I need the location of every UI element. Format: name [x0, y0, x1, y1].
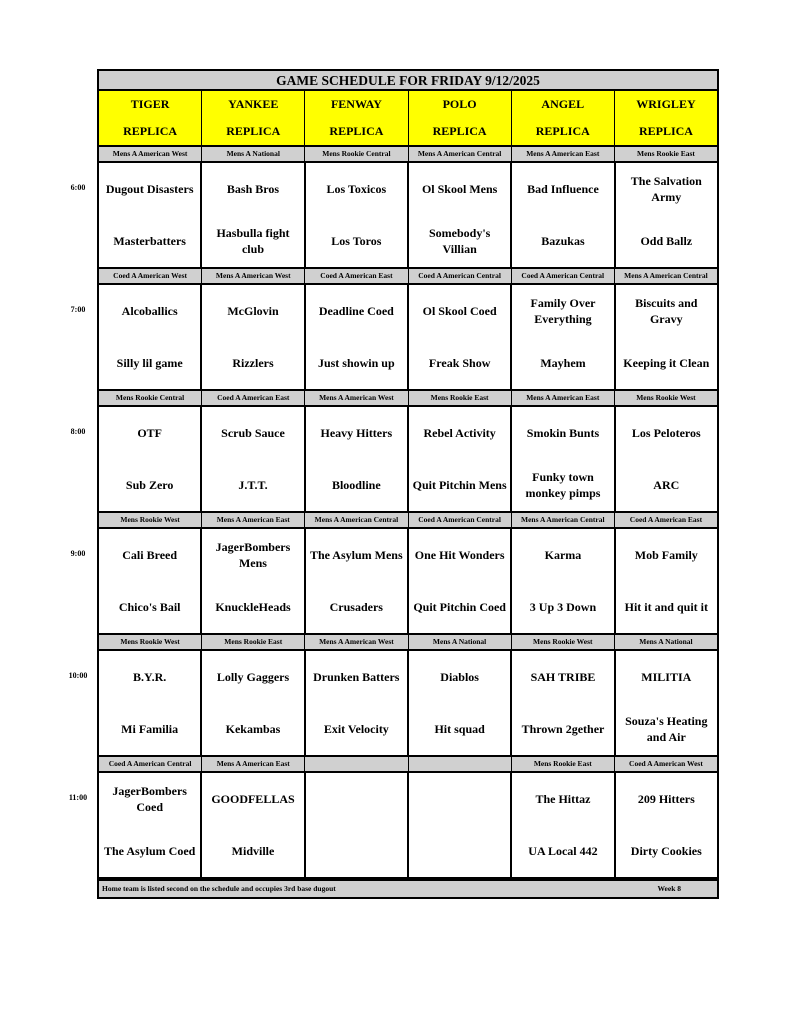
game-cell: [616, 773, 717, 877]
division-label: Mens A American Central: [624, 271, 708, 280]
game-cell: [409, 773, 512, 877]
away-team: One Hit Wonders: [414, 548, 505, 562]
time-slots: [97, 147, 719, 879]
footer-bar: [97, 879, 719, 899]
home-team: Sub Zero: [125, 478, 174, 492]
game-block: [97, 405, 719, 513]
field-header-polo: [409, 91, 512, 145]
away-team: Deadline Coed: [318, 304, 394, 318]
week-label: Week 8: [657, 884, 681, 893]
time-label: 10:00: [68, 671, 88, 680]
game-cell: [512, 529, 615, 633]
away-team: JagerBombers Coed: [112, 784, 187, 814]
division-label: Mens Rookie East: [636, 149, 695, 158]
game-cell: [306, 651, 409, 755]
home-team: Quit Pitchin Mens: [412, 478, 507, 492]
game-cell: [99, 773, 202, 877]
field-type: REPLICA: [432, 124, 487, 138]
game-block: [97, 771, 719, 879]
field-header-tiger: [99, 91, 202, 145]
home-team: Odd Ballz: [640, 234, 693, 248]
home-team: 3 Up 3 Down: [529, 600, 597, 614]
time-label: 6:00: [70, 183, 86, 192]
division-label: Mens Rookie East: [512, 757, 615, 771]
time-label: 7:00: [70, 305, 86, 314]
away-team: Lolly Gaggers: [216, 670, 290, 684]
home-team: ARC: [653, 478, 680, 492]
game-cell: [99, 529, 202, 633]
game-cell: [202, 285, 305, 389]
division-label: Mens A American Central: [305, 513, 408, 527]
division-label: Mens A American West: [305, 391, 408, 405]
home-team: KnuckleHeads: [215, 600, 291, 614]
division-label: Mens A National: [409, 635, 512, 649]
game-cell: [202, 407, 305, 511]
game-cell: [616, 407, 717, 511]
field-name: TIGER: [130, 97, 170, 111]
division-row: [97, 147, 719, 161]
division-label: Mens Rookie Central: [99, 391, 202, 405]
home-team: Silly lil game: [116, 356, 183, 370]
away-team: Dugout Disasters: [105, 182, 194, 196]
game-cell: [99, 163, 202, 267]
division-label: Coed A American West: [99, 269, 202, 283]
division-label: Mens Rookie Central: [305, 147, 408, 161]
field-type: REPLICA: [638, 124, 693, 138]
division-label: Coed A American East: [305, 269, 408, 283]
game-cell: [409, 651, 512, 755]
division-label: Mens Rookie West: [512, 635, 615, 649]
division-label: Mens A National: [202, 147, 305, 161]
home-team: Mi Familia: [121, 722, 179, 736]
game-cell: [306, 163, 409, 267]
field-type: REPLICA: [535, 124, 590, 138]
game-cell: [409, 163, 512, 267]
away-team: MILITIA: [641, 670, 692, 684]
away-team: McGlovin: [227, 304, 279, 318]
home-team: The Asylum Coed: [103, 844, 196, 858]
away-team: Karma: [544, 548, 582, 562]
division-row: [97, 635, 719, 649]
game-cell: [99, 407, 202, 511]
game-block: [97, 527, 719, 635]
game-cell: [512, 651, 615, 755]
game-cell: [409, 407, 512, 511]
division-label: [409, 757, 512, 771]
division-label: Mens A American Central: [409, 147, 512, 161]
field-type: REPLICA: [226, 124, 281, 138]
home-team: Funky town monkey pimps: [525, 470, 601, 500]
away-team: Diablos: [440, 670, 479, 684]
game-cell: [306, 529, 409, 633]
division-label: Coed A American East: [202, 391, 305, 405]
home-team: Somebody's Villian: [428, 226, 491, 256]
game-block: [97, 161, 719, 269]
division-label: Mens A American East: [202, 513, 305, 527]
division-label: Mens Rookie East: [409, 391, 512, 405]
time-label: 11:00: [68, 793, 88, 802]
home-team: [409, 825, 510, 877]
field-type: REPLICA: [329, 124, 384, 138]
away-team: [306, 773, 407, 825]
away-team: Family Over Everything: [530, 296, 596, 326]
home-team: UA Local 442: [528, 844, 598, 858]
away-team: OTF: [137, 426, 162, 440]
game-cell: [512, 407, 615, 511]
home-team: Bloodline: [331, 478, 381, 492]
home-team: Quit Pitchin Coed: [413, 600, 506, 614]
away-team: SAH TRIBE: [530, 670, 596, 684]
schedule-table: [97, 69, 719, 899]
away-team: Los Peloteros: [631, 426, 701, 440]
home-team: Keeping it Clean: [623, 356, 710, 370]
division-label: Mens Rookie West: [99, 513, 202, 527]
away-team: JagerBombers Mens: [215, 540, 291, 570]
home-team: Hit it and quit it: [624, 600, 708, 614]
home-team: Crusaders: [329, 600, 383, 614]
game-cell: [616, 163, 717, 267]
away-team: Mob Family: [634, 548, 698, 562]
game-block: [97, 649, 719, 757]
away-team: [409, 773, 510, 825]
division-label: Coed A American Central: [409, 269, 512, 283]
home-team: Hasbulla fight club: [216, 226, 290, 256]
home-team: Thrown 2gether: [521, 722, 605, 736]
game-cell: [306, 407, 409, 511]
away-team: B.Y.R.: [133, 670, 167, 684]
division-label: Mens A American East: [512, 391, 615, 405]
division-label: Mens A American West: [202, 269, 305, 283]
away-team: The Salvation Army: [630, 174, 702, 204]
game-cell: [616, 651, 717, 755]
away-team: Bash Bros: [226, 182, 280, 196]
field-name: WRIGLEY: [636, 97, 696, 111]
field-name: ANGEL: [541, 97, 585, 111]
game-cell: [512, 163, 615, 267]
schedule-title: GAME SCHEDULE FOR FRIDAY 9/12/2025: [97, 69, 719, 91]
away-team: Biscuits and Gravy: [635, 296, 698, 326]
time-label: 9:00: [70, 549, 86, 558]
away-team: Los Toxicos: [326, 182, 387, 196]
division-label: Mens A American East: [512, 147, 615, 161]
division-row: [97, 391, 719, 405]
away-team: The Asylum Mens: [309, 548, 403, 562]
away-team: Ol Skool Coed: [422, 304, 497, 318]
game-cell: [306, 773, 409, 877]
home-team: Mayhem: [540, 356, 586, 370]
game-cell: [99, 651, 202, 755]
field-header-fenway: [305, 91, 408, 145]
game-cell: [616, 529, 717, 633]
home-team: J.T.T.: [238, 478, 268, 492]
home-team: Masterbatters: [113, 234, 186, 248]
game-cell: [512, 285, 615, 389]
away-team: Drunken Batters: [313, 670, 400, 684]
away-team: Alcoballics: [121, 304, 178, 318]
game-cell: [202, 651, 305, 755]
division-label: Mens A American West: [305, 635, 408, 649]
away-team: Rebel Activity: [423, 426, 496, 440]
footer-note: Home team is listed second on the schedule and occupies 3rd base dugout: [102, 884, 336, 893]
home-team: [306, 825, 407, 877]
field-header-angel: [512, 91, 615, 145]
away-team: Smokin Bunts: [526, 426, 600, 440]
home-team: Midville: [231, 844, 275, 858]
division-label: Mens Rookie West: [99, 635, 202, 649]
home-team: Freak Show: [428, 356, 491, 370]
time-label: 8:00: [70, 427, 86, 436]
game-cell: [99, 285, 202, 389]
field-name: YANKEE: [228, 97, 279, 111]
home-team: Los Toros: [331, 234, 382, 248]
division-label: Coed A American Central: [512, 269, 615, 283]
home-team: Just showin up: [317, 356, 395, 370]
game-cell: [409, 285, 512, 389]
division-label: Coed A American East: [629, 515, 703, 524]
home-team: Dirty Cookies: [630, 844, 702, 858]
division-label: Mens A American Central: [512, 513, 615, 527]
division-row: [97, 269, 719, 283]
game-cell: [202, 163, 305, 267]
division-label: Mens Rookie East: [202, 635, 305, 649]
division-row: [97, 513, 719, 527]
field-header-wrigley: [615, 91, 717, 145]
away-team: Bad Influence: [527, 182, 599, 196]
home-team: Souza's Heating and Air: [625, 714, 708, 744]
home-team: Chico's Bail: [118, 600, 181, 614]
away-team: The Hittaz: [535, 792, 591, 806]
division-row: [97, 757, 719, 771]
field-name: POLO: [442, 97, 477, 111]
home-team: Kekambas: [225, 722, 281, 736]
home-team: Exit Velocity: [323, 722, 389, 736]
division-label: Mens A American East: [202, 757, 305, 771]
game-cell: [202, 773, 305, 877]
game-cell: [616, 285, 717, 389]
away-team: 209 Hitters: [637, 792, 695, 806]
division-label: Coed A American Central: [99, 757, 202, 771]
home-team: Hit squad: [434, 722, 485, 736]
game-cell: [512, 773, 615, 877]
field-header-row: [97, 91, 719, 147]
game-cell: [409, 529, 512, 633]
away-team: Cali Breed: [122, 548, 178, 562]
division-label: Mens A American West: [99, 147, 202, 161]
game-block: [97, 283, 719, 391]
division-label: Mens Rookie West: [636, 393, 696, 402]
field-type: REPLICA: [123, 124, 178, 138]
game-cell: [202, 529, 305, 633]
division-label: Mens A National: [639, 637, 693, 646]
home-team: Bazukas: [541, 234, 585, 248]
division-label: Coed A American West: [629, 759, 703, 768]
division-label: [305, 757, 408, 771]
division-label: Coed A American Central: [409, 513, 512, 527]
away-team: Scrub Sauce: [221, 426, 285, 440]
field-name: FENWAY: [330, 97, 382, 111]
away-team: Heavy Hitters: [320, 426, 393, 440]
field-header-yankee: [202, 91, 305, 145]
away-team: GOODFELLAS: [211, 792, 295, 806]
home-team: Rizzlers: [232, 356, 274, 370]
game-cell: [306, 285, 409, 389]
away-team: Ol Skool Mens: [421, 182, 498, 196]
